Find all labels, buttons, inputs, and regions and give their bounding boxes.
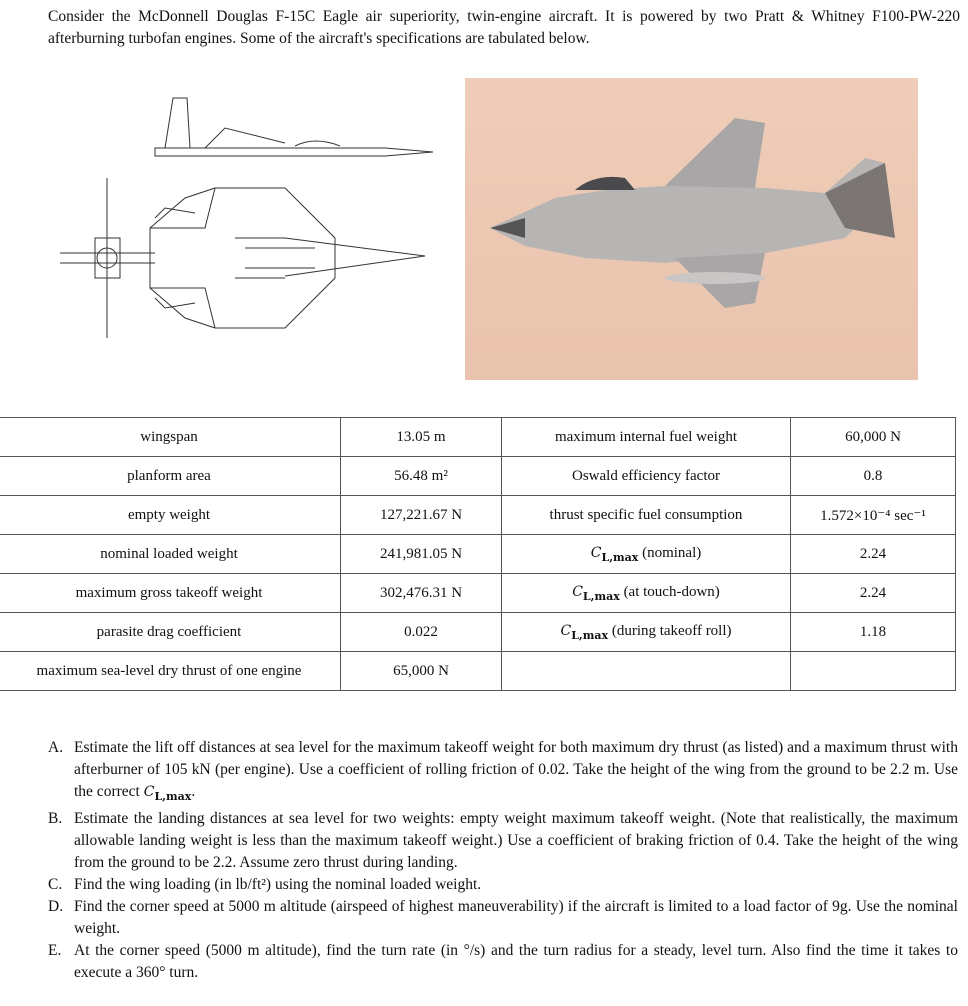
- spec-value: 241,981.05 N: [341, 535, 502, 574]
- spec-value: 2.24: [791, 535, 956, 574]
- question-text: Find the corner speed at 5000 m altitude (airspeed of highest maneuverability) if the aircraft is limited to a load factor of 9g. Use the nominal weight.: [74, 897, 958, 937]
- spec-label: maximum sea-level dry thrust of one engine: [0, 652, 341, 691]
- spec-label: nominal loaded weight: [0, 535, 341, 574]
- spec-label: empty weight: [0, 496, 341, 535]
- spec-label: Oswald efficiency factor: [502, 457, 791, 496]
- question-item: [48, 808, 958, 874]
- spec-label: maximum internal fuel weight: [502, 418, 791, 457]
- spec-label: $C_{L,max}$ (at touch-down): [502, 574, 791, 613]
- table-row: [0, 457, 956, 496]
- spec-label: planform area: [0, 457, 341, 496]
- table-row: [0, 574, 956, 613]
- spec-value: 65,000 N: [341, 652, 502, 691]
- spec-label: parasite drag coefficient: [0, 613, 341, 652]
- spec-value: 302,476.31 N: [341, 574, 502, 613]
- cl-max-symbol: $C_{L,max}$: [143, 784, 192, 803]
- spec-value: 56.48 m²: [341, 457, 502, 496]
- question-label: B.: [48, 809, 63, 827]
- table-row: [0, 496, 956, 535]
- spec-value: 0.8: [791, 457, 956, 496]
- spec-label: $C_{L,max}$ (during takeoff roll): [502, 613, 791, 652]
- question-item: [48, 896, 958, 940]
- question-text: Estimate the landing distances at sea level for two weights: empty weight maximum takeoff weight. (Note that realistically, the maximum allowable landing weight is less than the maximum takeoff weight.) Use a coefficient of braking friction of 0.4. Take the height of the wing from the ground to be 2.2. Assume zero thrust during landing.: [74, 809, 958, 871]
- question-text: Estimate the lift off distances at sea level for the maximum takeoff weight for both maximum dry thrust (as listed) and a maximum thrust with afterburner of 105 kN (per engine). Use a coefficient of rolling friction of 0.02. Take the height of the wing from the ground to be 2.2 m. Use the correct: [74, 739, 958, 800]
- spec-label: thrust specific fuel consumption: [502, 496, 791, 535]
- spec-value: 1.18: [791, 613, 956, 652]
- question-item: [48, 737, 958, 808]
- f15-photo-illustration: [465, 78, 918, 380]
- spec-value: 13.05 m: [341, 418, 502, 457]
- spec-value: 2.24: [791, 574, 956, 613]
- table-row: [0, 418, 956, 457]
- empty-cell: [791, 652, 956, 691]
- table-row: [0, 535, 956, 574]
- empty-cell: [502, 652, 791, 691]
- question-text-tail: .: [191, 783, 196, 800]
- specifications-table: [0, 417, 956, 691]
- question-item: [48, 874, 958, 896]
- cl-max-symbol: $C_{L,max}$: [560, 622, 609, 642]
- intro-paragraph: Consider the McDonnell Douglas F-15C Eagle air superiority, twin-engine aircraft. It is powered by two Pratt & Whitney F100-PW-220 afterburning turbofan engines. Some of the aircraft's specifications are tabulated below.: [48, 8, 960, 47]
- question-text: Find the wing loading (in lb/ft²) using the nominal loaded weight.: [74, 875, 482, 893]
- question-item: [48, 940, 958, 984]
- question-text: At the corner speed (5000 m altitude), find the turn rate (in °/s) and the turn radius for a steady, level turn. Also find the time it takes to execute a 360° turn.: [74, 941, 958, 981]
- aircraft-three-view-drawing: [55, 88, 440, 380]
- spec-label: maximum gross takeoff weight: [0, 574, 341, 613]
- spec-value: 60,000 N: [791, 418, 956, 457]
- question-label: A.: [48, 739, 64, 756]
- aircraft-photo: [465, 78, 918, 380]
- cl-max-symbol: $C_{L,max}$: [572, 583, 620, 603]
- table-row: [0, 652, 956, 691]
- spec-value: 127,221.67 N: [341, 496, 502, 535]
- spec-value: 0.022: [341, 613, 502, 652]
- table-row: [0, 613, 956, 652]
- spec-label: $C_{L,max}$ (nominal): [502, 535, 791, 574]
- spec-label: wingspan: [0, 418, 341, 457]
- question-label: E.: [48, 941, 62, 959]
- question-list: [48, 737, 958, 984]
- question-label: D.: [48, 897, 64, 915]
- spec-value: 1.572×10⁻⁴ sec⁻¹: [791, 496, 956, 535]
- cl-max-symbol: $C_{L,max}$: [590, 544, 639, 564]
- question-label: C.: [48, 875, 63, 893]
